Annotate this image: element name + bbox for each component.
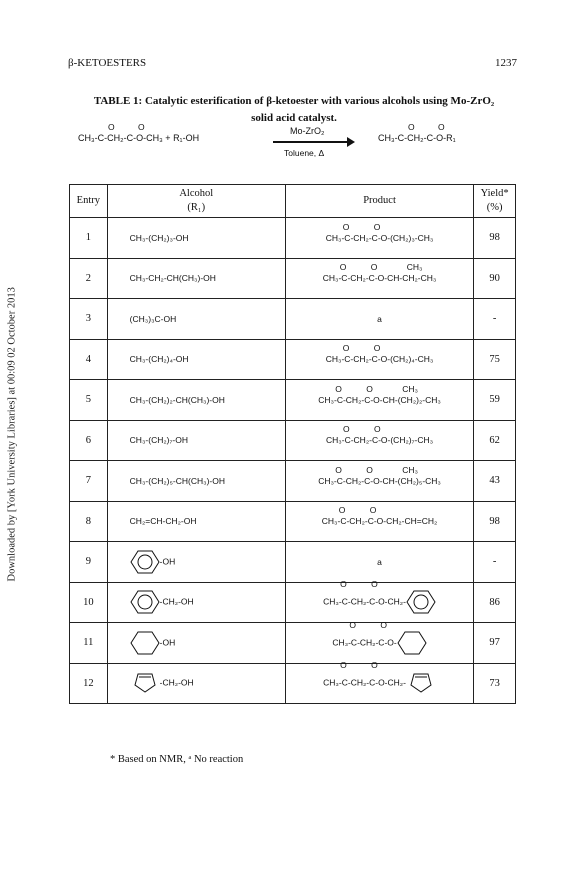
- cell-entry: 7: [70, 461, 108, 502]
- cell-alcohol: [107, 420, 285, 461]
- cell-yield: -: [474, 299, 516, 340]
- product-formula: [323, 660, 436, 696]
- scheme-reactants: [78, 122, 200, 144]
- table-row: [70, 420, 516, 461]
- methyl-branch: CH₃: [402, 464, 418, 475]
- table-row: [70, 461, 516, 502]
- product-formula-text: CH₃-C-CH₂-C-O-CH₂-: [323, 596, 406, 607]
- table-title-line-1: TABLE 1: Catalytic esterification of β-ketoester with various alcohols using Mo-ZrO₂: [93, 95, 495, 107]
- cell-yield: 43: [474, 461, 516, 502]
- no-reaction-mark: a: [377, 556, 382, 567]
- alcohol-formula: -CH₂-OH: [159, 677, 194, 688]
- alcohol-formula: -OH: [159, 556, 176, 566]
- cell-product: [285, 258, 473, 299]
- cell-product: [285, 299, 473, 340]
- benzene-ring-icon: [406, 589, 436, 615]
- reaction-arrow-icon: [273, 141, 353, 143]
- cell-entry: 6: [70, 420, 108, 461]
- download-watermark: Downloaded by [York University Libraries] at 00:09 02 October 2013: [6, 287, 18, 582]
- header-yield: [474, 185, 516, 218]
- cell-entry: 1: [70, 218, 108, 259]
- benzene-ring-icon: [130, 549, 160, 575]
- cell-yield: 75: [474, 339, 516, 380]
- product-formula: [325, 221, 434, 244]
- carbonyl-oxygen: O: [342, 343, 350, 354]
- product-formula-text: CH₃-C-CH₂-C-O-(CH₂)₇-CH₃: [326, 435, 434, 446]
- cell-entry: 11: [70, 623, 108, 664]
- header-alcohol-line-1: Alcohol: [179, 188, 214, 199]
- product-formula-text: CH₃-C-CH₂-C-O-CH₂-CH=CH₂: [321, 516, 438, 527]
- cell-alcohol: [107, 380, 285, 421]
- furan-ring-icon: [406, 670, 436, 696]
- scheme-carbonyl-o: O: [408, 122, 415, 132]
- carbonyl-oxygen: O: [380, 619, 387, 630]
- table-row: [70, 582, 516, 623]
- product-formula: [332, 619, 426, 656]
- alcohol-formula: CH₂=CH-CH₂-OH: [129, 516, 197, 527]
- table-row: [70, 542, 516, 583]
- page-number: 1237: [495, 57, 517, 69]
- carbonyl-oxygen: O: [335, 464, 342, 475]
- scheme-product: [378, 122, 456, 144]
- product-formula-text: CH₃-C-CH₂-C-O-(CH₂)₃-CH₃: [325, 232, 434, 243]
- alcohol-formula: CH₃-(CH₂)₃-OH: [129, 232, 189, 243]
- cell-alcohol: [107, 218, 285, 259]
- carbonyl-oxygen: O: [349, 619, 356, 630]
- table-row: [70, 339, 516, 380]
- carbonyl-oxygen: O: [339, 262, 347, 273]
- product-formula: [318, 464, 441, 487]
- scheme-reactants-text: CH₃-C-CH₂-C-O-CH₃ + R₁-OH: [78, 133, 200, 143]
- alcohol-formula: (CH₃)₃C-OH: [129, 313, 177, 324]
- results-table: [69, 184, 516, 704]
- product-formula-text: CH₃-C-CH₂-C-O-CH-(CH₂)₅-CH₃: [318, 475, 441, 486]
- cell-entry: 12: [70, 663, 108, 704]
- cell-product: [285, 420, 473, 461]
- cell-product: [285, 218, 473, 259]
- cell-product: [285, 339, 473, 380]
- cell-yield: 62: [474, 420, 516, 461]
- cell-alcohol: [107, 339, 285, 380]
- product-formula: [321, 505, 438, 527]
- cell-yield: 59: [474, 380, 516, 421]
- product-formula-text: CH₃-C-CH₂-C-O-CH-(CH₂)₂-CH₃: [318, 394, 441, 405]
- carbonyl-oxygen: O: [371, 579, 378, 590]
- carbonyl-oxygen: O: [366, 383, 373, 394]
- product-formula: [322, 262, 437, 284]
- header-alcohol: [107, 185, 285, 218]
- table-row: [70, 258, 516, 299]
- carbonyl-oxygen: O: [338, 505, 346, 516]
- table-row: [70, 380, 516, 421]
- cell-entry: 10: [70, 582, 108, 623]
- alcohol-formula: CH₃-(CH₂)₇-OH: [129, 435, 188, 446]
- cell-product: [285, 461, 473, 502]
- scheme-carbonyl-o: O: [138, 122, 145, 132]
- cyclohexane-ring-icon: [130, 630, 160, 656]
- header-yield-line-2: (%): [486, 202, 503, 213]
- cell-product: [285, 579, 473, 623]
- header-product: Product: [285, 185, 473, 218]
- cell-yield: -: [474, 542, 516, 583]
- no-reaction-mark: a: [377, 313, 382, 324]
- scheme-product-text: CH₃-C-CH₂-C-O-R₁: [378, 133, 456, 143]
- product-formula-text: CH₃-C-CH₂-C-O-: [332, 637, 397, 647]
- product-formula: [325, 343, 434, 365]
- product-formula-text: CH₃-C-CH₂-C-O-CH₂-: [323, 677, 406, 688]
- methyl-branch: CH₃: [406, 262, 423, 273]
- header-yield-line-1: Yield*: [480, 188, 509, 199]
- product-formula-text: CH₃-C-CH₂-C-O-(CH₂)₄-CH₃: [325, 354, 434, 365]
- table-footnote: * Based on NMR, ᵃ No reaction: [110, 754, 244, 765]
- product-formula: [318, 383, 441, 406]
- cell-product: [285, 660, 473, 704]
- alcohol-formula: -CH₂-OH: [159, 596, 194, 607]
- cell-product: [285, 501, 473, 542]
- furan-ring-icon: [130, 670, 160, 696]
- product-formula: [323, 579, 436, 615]
- cell-product: [285, 380, 473, 421]
- cell-yield: 86: [474, 582, 516, 623]
- cyclohexane-ring-icon: [397, 630, 427, 656]
- alcohol-formula: CH₃-(CH₂)₂-CH(CH₃)-OH: [129, 394, 225, 405]
- cell-entry: 9: [70, 542, 108, 583]
- cell-entry: 5: [70, 380, 108, 421]
- alcohol-formula: CH₃-(CH₂)₅-CH(CH₃)-OH: [129, 475, 225, 486]
- benzene-ring-icon: [130, 589, 160, 615]
- table-row: [70, 501, 516, 542]
- table-header-row: [70, 185, 516, 218]
- carbonyl-oxygen: O: [374, 424, 381, 435]
- cell-yield: 73: [474, 663, 516, 704]
- carbonyl-oxygen: O: [371, 660, 378, 671]
- header-entry: Entry: [70, 185, 108, 218]
- alcohol-formula: -OH: [159, 637, 176, 647]
- product-formula-text: CH₃-C-CH₂-C-O-CH-CH₂-CH₃: [322, 273, 437, 284]
- table-row: [70, 218, 516, 259]
- carbonyl-oxygen: O: [369, 505, 377, 516]
- carbonyl-oxygen: O: [373, 343, 381, 354]
- carbonyl-oxygen: O: [340, 660, 347, 671]
- cell-alcohol: [107, 299, 285, 340]
- table-title-line-2: solid acid catalyst.: [251, 112, 337, 124]
- cell-yield: 98: [474, 501, 516, 542]
- carbonyl-oxygen: O: [370, 262, 378, 273]
- scheme-conditions: Toluene, Δ: [284, 148, 325, 158]
- cell-alcohol: [107, 663, 285, 704]
- cell-alcohol: [107, 623, 285, 664]
- reaction-scheme: [78, 120, 518, 166]
- cell-yield: 97: [474, 623, 516, 664]
- cell-yield: 98: [474, 218, 516, 259]
- scheme-carbonyl-o: O: [108, 122, 115, 132]
- cell-entry: 8: [70, 501, 108, 542]
- cell-alcohol: [107, 582, 285, 623]
- cell-entry: 3: [70, 299, 108, 340]
- cell-alcohol: [107, 501, 285, 542]
- carbonyl-oxygen: O: [343, 424, 350, 435]
- carbonyl-oxygen: O: [340, 579, 347, 590]
- table-row: [70, 299, 516, 340]
- product-formula: [326, 424, 434, 446]
- scheme-catalyst: Mo-ZrO₂: [290, 126, 325, 136]
- alcohol-formula: CH₃-(CH₂)₄-OH: [129, 354, 189, 365]
- cell-entry: 2: [70, 258, 108, 299]
- carbonyl-oxygen: O: [373, 221, 381, 232]
- cell-alcohol: [107, 258, 285, 299]
- cell-entry: 4: [70, 339, 108, 380]
- scheme-carbonyl-o: O: [438, 122, 445, 132]
- table-body: [70, 218, 516, 704]
- running-head: β-KETOESTERS: [68, 57, 147, 69]
- table-row: [70, 663, 516, 704]
- table-row: [70, 623, 516, 664]
- methyl-branch: CH₃: [402, 383, 418, 394]
- cell-alcohol: [107, 542, 285, 583]
- cell-product: [285, 619, 473, 664]
- cell-yield: 90: [474, 258, 516, 299]
- alcohol-formula: CH₃-CH₂-CH(CH₃)-OH: [129, 273, 216, 284]
- cell-product: [285, 542, 473, 583]
- carbonyl-oxygen: O: [342, 221, 350, 232]
- cell-alcohol: [107, 461, 285, 502]
- carbonyl-oxygen: O: [366, 464, 373, 475]
- header-alcohol-line-2: (R₁): [187, 202, 206, 213]
- carbonyl-oxygen: O: [335, 383, 342, 394]
